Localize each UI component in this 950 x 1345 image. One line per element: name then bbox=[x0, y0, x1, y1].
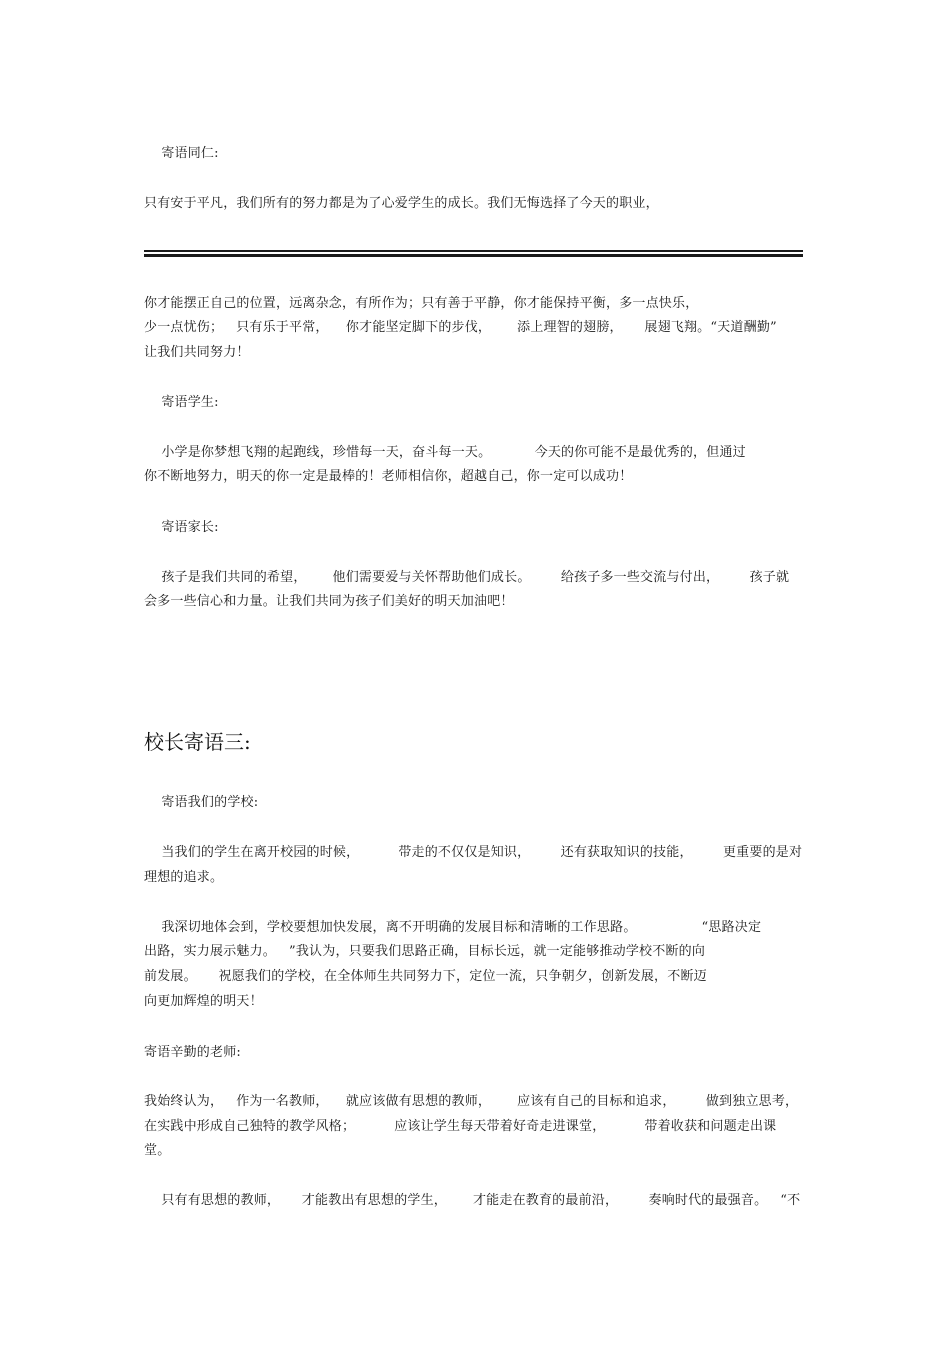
paragraph-line: 你才能摆正自己的位置，远离杂念，有所作为；只有善于平静，你才能保持平衡，多一点快乐， bbox=[144, 296, 699, 311]
paragraph-line: 只有安于平凡，我们所有的努力都是为了心爱学生的成长。我们无悔选择了今天的职业， bbox=[144, 196, 659, 211]
paragraph-line: 我始终认为， 作为一名教师， 就应该做有思想的教师， 应该有自己的目标和追求， 做到独立思考， bbox=[144, 1094, 799, 1109]
heading-xuesheng: 寄语学生: bbox=[144, 395, 219, 410]
paragraph-line: 让我们共同努力！ bbox=[144, 345, 250, 360]
paragraph-line: 小学是你梦想飞翔的起跑线，珍惜每一天，奋斗每一天。 今天的你可能不是最优秀的，但通过 bbox=[144, 445, 746, 460]
paragraph-line: 在实践中形成自己独特的教学风格； 应该让学生每天带着好奇走进课堂， 带着收获和问题走出课 bbox=[144, 1119, 777, 1134]
paragraph-line: 堂。 bbox=[144, 1143, 171, 1158]
paragraph-line: 我深切地体会到，学校要想加快发展，离不开明确的发展目标和清晰的工作思路。 “思路决定 bbox=[144, 920, 762, 935]
heading-xuexiao: 寄语我们的学校: bbox=[144, 795, 259, 810]
heading-laoshi: 寄语辛勤的老师: bbox=[144, 1045, 241, 1060]
paragraph-line: 你不断地努力，明天的你一定是最棒的！老师相信你，超越自己，你一定可以成功！ bbox=[144, 469, 633, 484]
heading-tongren: 寄语同仁: bbox=[144, 146, 219, 161]
paragraph-line: 当我们的学生在离开校园的时候， 带走的不仅仅是知识， 还有获取知识的技能， 更重要的是对 bbox=[144, 845, 803, 860]
double-rule-divider bbox=[144, 250, 803, 257]
paragraph-line: 出路，实力展示魅力。 ”我认为，只要我们思路正确，目标长远，就一定能够推动学校不断的向 bbox=[144, 944, 706, 959]
paragraph-line: 前发展。 祝愿我们的学校，在全体师生共同努力下，定位一流，只争朝夕，创新发展，不断迈 bbox=[144, 969, 707, 984]
heading-jiazhang: 寄语家长: bbox=[144, 520, 219, 535]
section-title: 校长寄语三: bbox=[144, 730, 251, 754]
paragraph-line: 少一点忧伤； 只有乐于平常， 你才能坚定脚下的步伐， 添上理智的翅膀， 展翅飞翔。“天道酬勤” bbox=[144, 320, 777, 335]
paragraph-line: 会多一些信心和力量。让我们共同为孩子们美好的明天加油吧！ bbox=[144, 594, 514, 609]
paragraph-line: 理想的追求。 bbox=[144, 870, 224, 885]
paragraph-line: 孩子是我们共同的希望， 他们需要爱与关怀帮助他们成长。 给孩子多一些交流与付出， 孩子就 bbox=[144, 570, 790, 585]
paragraph-line: 只有有思想的教师， 才能教出有思想的学生， 才能走在教育的最前沿， 奏响时代的最强音。 “不 bbox=[144, 1193, 801, 1208]
paragraph-line: 向更加辉煌的明天！ bbox=[144, 994, 263, 1009]
